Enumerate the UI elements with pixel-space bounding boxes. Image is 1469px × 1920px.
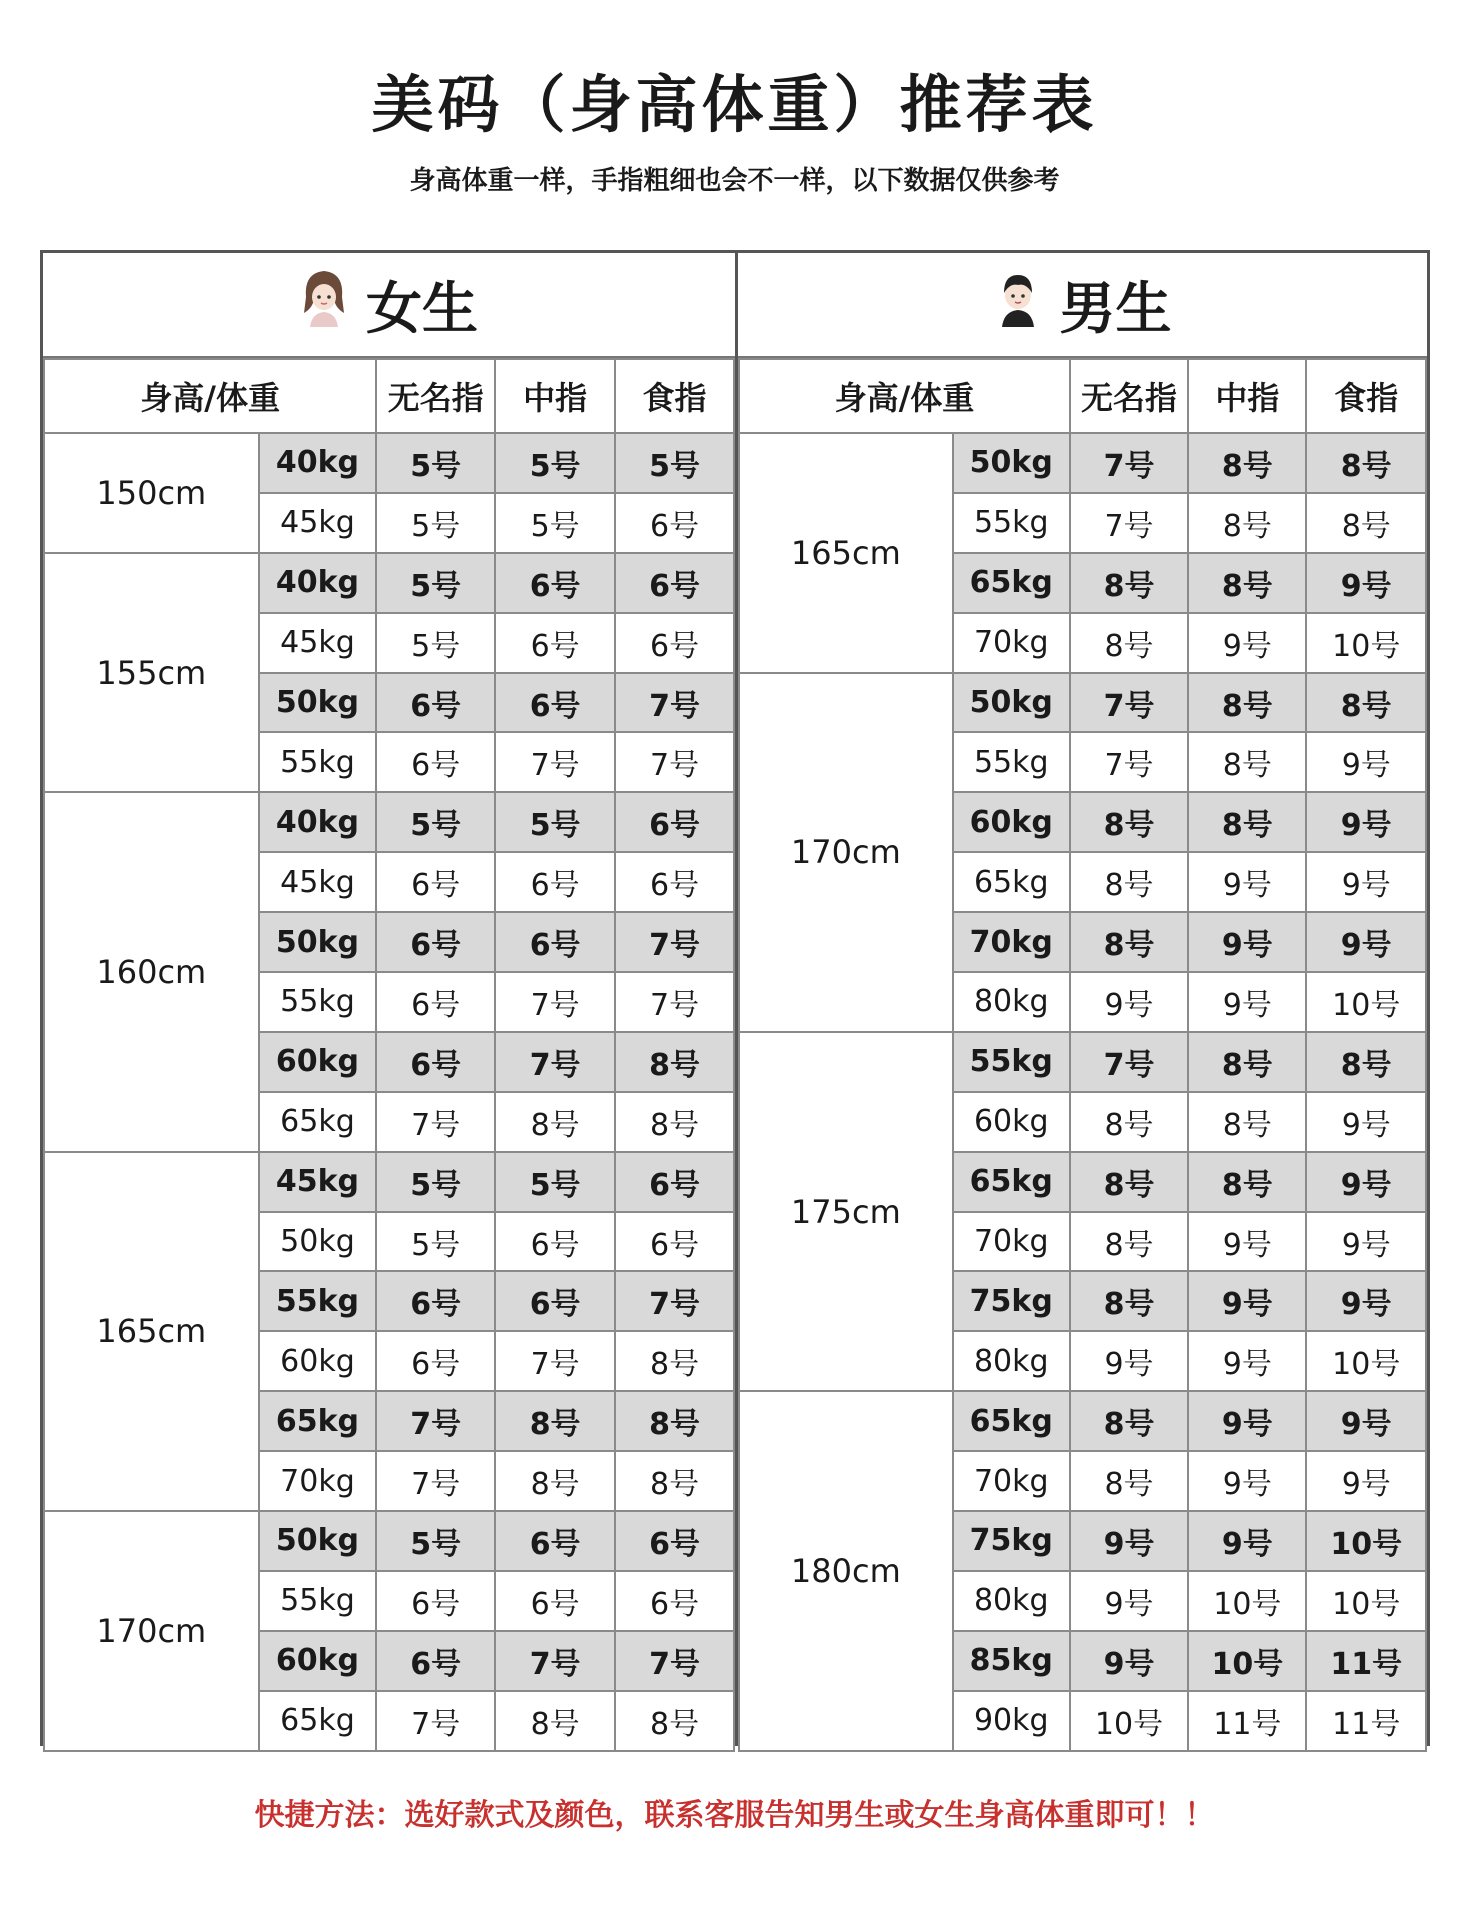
- middle-size-cell: 9号: [1188, 912, 1306, 972]
- weight-cell: 70kg: [953, 912, 1070, 972]
- middle-size-cell: 9号: [1188, 1331, 1306, 1391]
- ring-size-cell: 8号: [1070, 852, 1188, 912]
- female-col-index-finger: 食指: [615, 359, 734, 433]
- ring-size-cell: 6号: [376, 1571, 495, 1631]
- index-size-cell: 6号: [615, 792, 734, 852]
- ring-size-cell: 9号: [1070, 1571, 1188, 1631]
- middle-size-cell: 9号: [1188, 1391, 1306, 1451]
- table-row: [739, 1032, 1426, 1092]
- female-size-grid: [43, 358, 735, 1752]
- ring-size-cell: 6号: [376, 732, 495, 792]
- height-cell: 150cm: [44, 433, 259, 553]
- weight-cell: 85kg: [953, 1631, 1070, 1691]
- index-size-cell: 8号: [615, 1331, 734, 1391]
- index-size-cell: 9号: [1306, 1391, 1426, 1451]
- ring-size-cell: 6号: [376, 1271, 495, 1331]
- girl-avatar-icon: [300, 267, 348, 343]
- table-row: [44, 1152, 734, 1212]
- weight-cell: 55kg: [259, 972, 377, 1032]
- index-size-cell: 9号: [1306, 732, 1426, 792]
- weight-cell: 40kg: [259, 433, 377, 493]
- index-size-cell: 9号: [1306, 1451, 1426, 1511]
- female-col-height-weight: 身高/体重: [44, 359, 376, 433]
- female-section: [43, 253, 738, 1743]
- ring-size-cell: 5号: [376, 433, 495, 493]
- middle-size-cell: 10号: [1188, 1571, 1306, 1631]
- weight-cell: 60kg: [953, 1092, 1070, 1152]
- height-cell: 155cm: [44, 553, 259, 793]
- index-size-cell: 6号: [615, 493, 734, 553]
- weight-cell: 55kg: [953, 732, 1070, 792]
- weight-cell: 70kg: [259, 1451, 377, 1511]
- middle-size-cell: 8号: [495, 1391, 615, 1451]
- ring-size-cell: 6号: [376, 1331, 495, 1391]
- height-cell: 170cm: [739, 673, 953, 1032]
- weight-cell: 65kg: [259, 1691, 377, 1751]
- weight-cell: 80kg: [953, 1571, 1070, 1631]
- index-size-cell: 10号: [1306, 1571, 1426, 1631]
- index-size-cell: 7号: [615, 912, 734, 972]
- table-row: [739, 1391, 1426, 1451]
- middle-size-cell: 9号: [1188, 613, 1306, 673]
- weight-cell: 65kg: [953, 852, 1070, 912]
- index-size-cell: 8号: [1306, 493, 1426, 553]
- middle-size-cell: 11号: [1188, 1691, 1306, 1751]
- index-size-cell: 8号: [615, 1032, 734, 1092]
- middle-size-cell: 7号: [495, 1631, 615, 1691]
- ring-size-cell: 5号: [376, 613, 495, 673]
- index-size-cell: 9号: [1306, 1092, 1426, 1152]
- index-size-cell: 7号: [615, 673, 734, 733]
- ring-size-cell: 10号: [1070, 1691, 1188, 1751]
- weight-cell: 55kg: [259, 1571, 377, 1631]
- female-heading: 女生: [366, 276, 478, 342]
- ring-size-cell: 8号: [1070, 553, 1188, 613]
- ring-size-cell: 6号: [376, 1631, 495, 1691]
- index-size-cell: 9号: [1306, 1152, 1426, 1212]
- ring-size-cell: 9号: [1070, 1631, 1188, 1691]
- male-size-grid: [738, 358, 1427, 1752]
- page-subtitle: 身高体重一样，手指粗细也会不一样，以下数据仅供参考: [409, 166, 1060, 196]
- middle-size-cell: 5号: [495, 792, 615, 852]
- weight-cell: 65kg: [259, 1092, 377, 1152]
- weight-cell: 65kg: [953, 553, 1070, 613]
- ring-size-cell: 8号: [1070, 792, 1188, 852]
- ring-size-cell: 8号: [1070, 912, 1188, 972]
- ring-size-cell: 6号: [376, 673, 495, 733]
- weight-cell: 70kg: [953, 1451, 1070, 1511]
- ring-size-cell: 8号: [1070, 1391, 1188, 1451]
- ring-size-cell: 5号: [376, 1152, 495, 1212]
- middle-size-cell: 8号: [495, 1092, 615, 1152]
- middle-size-cell: 9号: [1188, 1271, 1306, 1331]
- middle-size-cell: 7号: [495, 1032, 615, 1092]
- index-size-cell: 9号: [1306, 792, 1426, 852]
- ring-size-cell: 8号: [1070, 1212, 1188, 1272]
- middle-size-cell: 9号: [1188, 1451, 1306, 1511]
- female-header-row: [44, 359, 734, 433]
- index-size-cell: 6号: [615, 1152, 734, 1212]
- ring-size-cell: 5号: [376, 553, 495, 613]
- index-size-cell: 10号: [1306, 613, 1426, 673]
- ring-size-cell: 9号: [1070, 1511, 1188, 1571]
- index-size-cell: 8号: [615, 1092, 734, 1152]
- female-col-middle-finger: 中指: [495, 359, 615, 433]
- weight-cell: 75kg: [953, 1271, 1070, 1331]
- weight-cell: 60kg: [259, 1631, 377, 1691]
- middle-size-cell: 6号: [495, 673, 615, 733]
- index-size-cell: 8号: [615, 1691, 734, 1751]
- ring-size-cell: 9号: [1070, 1331, 1188, 1391]
- male-header-row: [739, 359, 1426, 433]
- ring-size-cell: 9号: [1070, 972, 1188, 1032]
- weight-cell: 50kg: [259, 912, 377, 972]
- ring-size-cell: 7号: [1070, 673, 1188, 733]
- size-table: [40, 250, 1430, 1746]
- index-size-cell: 9号: [1306, 912, 1426, 972]
- index-size-cell: 6号: [615, 613, 734, 673]
- height-cell: 165cm: [44, 1152, 259, 1511]
- height-cell: 180cm: [739, 1391, 953, 1750]
- middle-size-cell: 9号: [1188, 1212, 1306, 1272]
- ring-size-cell: 6号: [376, 972, 495, 1032]
- weight-cell: 50kg: [259, 673, 377, 733]
- index-size-cell: 7号: [615, 732, 734, 792]
- weight-cell: 50kg: [953, 433, 1070, 493]
- ring-size-cell: 7号: [376, 1092, 495, 1152]
- index-size-cell: 8号: [615, 1451, 734, 1511]
- weight-cell: 45kg: [259, 493, 377, 553]
- middle-size-cell: 7号: [495, 732, 615, 792]
- weight-cell: 45kg: [259, 852, 377, 912]
- weight-cell: 80kg: [953, 1331, 1070, 1391]
- middle-size-cell: 9号: [1188, 1511, 1306, 1571]
- male-col-height-weight: 身高/体重: [739, 359, 1070, 433]
- middle-size-cell: 8号: [1188, 1092, 1306, 1152]
- middle-size-cell: 5号: [495, 493, 615, 553]
- index-size-cell: 10号: [1306, 972, 1426, 1032]
- index-size-cell: 6号: [615, 852, 734, 912]
- page-title: 美码（身高体重）推荐表: [371, 68, 1098, 141]
- index-size-cell: 7号: [615, 1271, 734, 1331]
- ring-size-cell: 7号: [376, 1451, 495, 1511]
- female-col-ring-finger: 无名指: [376, 359, 495, 433]
- ring-size-cell: 8号: [1070, 1092, 1188, 1152]
- middle-size-cell: 9号: [1188, 972, 1306, 1032]
- index-size-cell: 6号: [615, 1511, 734, 1571]
- middle-size-cell: 6号: [495, 852, 615, 912]
- male-col-index-finger: 食指: [1306, 359, 1426, 433]
- weight-cell: 75kg: [953, 1511, 1070, 1571]
- table-row: [44, 433, 734, 493]
- height-cell: 170cm: [44, 1511, 259, 1751]
- middle-size-cell: 8号: [1188, 433, 1306, 493]
- weight-cell: 60kg: [953, 792, 1070, 852]
- male-section: [738, 253, 1427, 1743]
- index-size-cell: 11号: [1306, 1631, 1426, 1691]
- ring-size-cell: 7号: [1070, 493, 1188, 553]
- middle-size-cell: 8号: [495, 1691, 615, 1751]
- boy-avatar-icon: [994, 267, 1042, 343]
- middle-size-cell: 6号: [495, 613, 615, 673]
- index-size-cell: 10号: [1306, 1331, 1426, 1391]
- middle-size-cell: 6号: [495, 553, 615, 613]
- middle-size-cell: 6号: [495, 1571, 615, 1631]
- weight-cell: 65kg: [953, 1152, 1070, 1212]
- index-size-cell: 6号: [615, 1571, 734, 1631]
- middle-size-cell: 8号: [1188, 1032, 1306, 1092]
- table-row: [44, 1511, 734, 1571]
- weight-cell: 80kg: [953, 972, 1070, 1032]
- middle-size-cell: 8号: [1188, 673, 1306, 733]
- weight-cell: 40kg: [259, 792, 377, 852]
- ring-size-cell: 5号: [376, 1212, 495, 1272]
- ring-size-cell: 8号: [1070, 613, 1188, 673]
- middle-size-cell: 8号: [1188, 493, 1306, 553]
- weight-cell: 60kg: [259, 1032, 377, 1092]
- index-size-cell: 9号: [1306, 1212, 1426, 1272]
- ring-size-cell: 7号: [1070, 732, 1188, 792]
- weight-cell: 60kg: [259, 1331, 377, 1391]
- weight-cell: 45kg: [259, 613, 377, 673]
- index-size-cell: 8号: [615, 1391, 734, 1451]
- ring-size-cell: 7号: [1070, 1032, 1188, 1092]
- male-section-header: [738, 253, 1427, 358]
- middle-size-cell: 8号: [1188, 1152, 1306, 1212]
- height-cell: 165cm: [739, 433, 953, 673]
- female-section-header: [43, 253, 735, 358]
- weight-cell: 70kg: [953, 613, 1070, 673]
- middle-size-cell: 6号: [495, 1511, 615, 1571]
- height-cell: 175cm: [739, 1032, 953, 1391]
- middle-size-cell: 8号: [1188, 732, 1306, 792]
- index-size-cell: 11号: [1306, 1691, 1426, 1751]
- ring-size-cell: 5号: [376, 493, 495, 553]
- middle-size-cell: 8号: [1188, 553, 1306, 613]
- table-row: [44, 792, 734, 852]
- weight-cell: 70kg: [953, 1212, 1070, 1272]
- ring-size-cell: 5号: [376, 792, 495, 852]
- middle-size-cell: 8号: [495, 1451, 615, 1511]
- ring-size-cell: 7号: [376, 1691, 495, 1751]
- index-size-cell: 7号: [615, 1631, 734, 1691]
- male-col-middle-finger: 中指: [1188, 359, 1306, 433]
- ring-size-cell: 7号: [1070, 433, 1188, 493]
- ring-size-cell: 5号: [376, 1511, 495, 1571]
- table-row: [739, 433, 1426, 493]
- index-size-cell: 8号: [1306, 673, 1426, 733]
- weight-cell: 65kg: [953, 1391, 1070, 1451]
- middle-size-cell: 9号: [1188, 852, 1306, 912]
- index-size-cell: 9号: [1306, 852, 1426, 912]
- weight-cell: 90kg: [953, 1691, 1070, 1751]
- index-size-cell: 6号: [615, 553, 734, 613]
- index-size-cell: 9号: [1306, 553, 1426, 613]
- index-size-cell: 8号: [1306, 1032, 1426, 1092]
- weight-cell: 55kg: [259, 732, 377, 792]
- weight-cell: 50kg: [259, 1511, 377, 1571]
- weight-cell: 55kg: [953, 1032, 1070, 1092]
- weight-cell: 45kg: [259, 1152, 377, 1212]
- table-row: [44, 553, 734, 613]
- weight-cell: 40kg: [259, 553, 377, 613]
- middle-size-cell: 6号: [495, 1212, 615, 1272]
- middle-size-cell: 7号: [495, 972, 615, 1032]
- index-size-cell: 5号: [615, 433, 734, 493]
- index-size-cell: 10号: [1306, 1511, 1426, 1571]
- male-col-ring-finger: 无名指: [1070, 359, 1188, 433]
- middle-size-cell: 6号: [495, 1271, 615, 1331]
- ring-size-cell: 8号: [1070, 1451, 1188, 1511]
- ring-size-cell: 7号: [376, 1391, 495, 1451]
- ring-size-cell: 8号: [1070, 1271, 1188, 1331]
- table-row: [739, 673, 1426, 733]
- middle-size-cell: 6号: [495, 912, 615, 972]
- weight-cell: 65kg: [259, 1391, 377, 1451]
- middle-size-cell: 7号: [495, 1331, 615, 1391]
- ring-size-cell: 6号: [376, 1032, 495, 1092]
- footer-note: 快捷方法：选好款式及颜色，联系客服告知男生或女生身高体重即可！！: [254, 1798, 1215, 1833]
- height-cell: 160cm: [44, 792, 259, 1151]
- ring-size-cell: 6号: [376, 852, 495, 912]
- weight-cell: 55kg: [953, 493, 1070, 553]
- middle-size-cell: 10号: [1188, 1631, 1306, 1691]
- index-size-cell: 9号: [1306, 1271, 1426, 1331]
- middle-size-cell: 5号: [495, 433, 615, 493]
- weight-cell: 55kg: [259, 1271, 377, 1331]
- middle-size-cell: 8号: [1188, 792, 1306, 852]
- male-heading: 男生: [1059, 276, 1172, 342]
- ring-size-cell: 6号: [376, 912, 495, 972]
- index-size-cell: 7号: [615, 972, 734, 1032]
- middle-size-cell: 5号: [495, 1152, 615, 1212]
- weight-cell: 50kg: [953, 673, 1070, 733]
- index-size-cell: 8号: [1306, 433, 1426, 493]
- weight-cell: 50kg: [259, 1212, 377, 1272]
- ring-size-cell: 8号: [1070, 1152, 1188, 1212]
- index-size-cell: 6号: [615, 1212, 734, 1272]
